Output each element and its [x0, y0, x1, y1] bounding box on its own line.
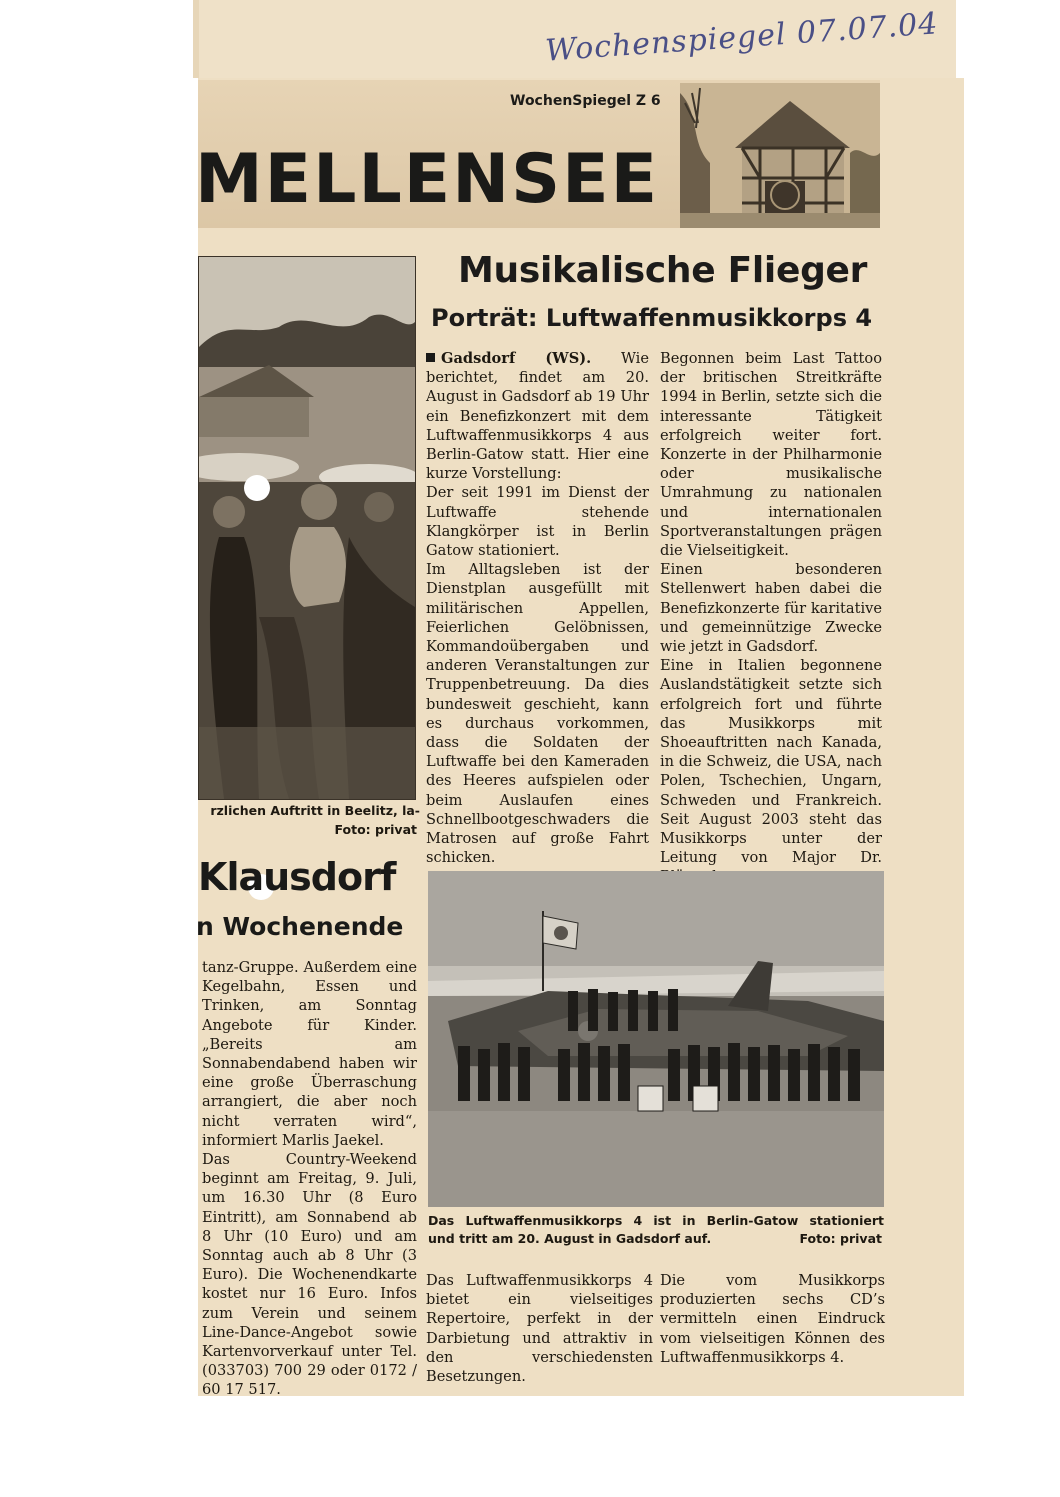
- issue-label: WochenSpiegel Z 6: [510, 93, 661, 109]
- left-photo-caption: rzlichen Auftritt in Beelitz, la-: [210, 803, 420, 818]
- dateline: Gadsdorf (WS).: [441, 350, 592, 367]
- band-photo-caption: Das Luftwaffenmusikkorps 4 ist in Berlin-Gatow stationiert: [428, 1213, 884, 1228]
- military-band-image: [428, 871, 884, 1207]
- article-paragraph: Eine in Italien begonnene Auslandstätigkeit setzte sich erfolgreich fort und führte das Musikkorps mit Shoeauftritten nach Kanada, in die Schweiz, die USA, nach Polen, Tschechien, Ungarn, Schweden und Frankreich. Seit August 2003 steht das Musikkorps unter der Leitung von Major Dr.: [660, 657, 882, 867]
- article-paragraph: Die vom Musikkorps produzierten sechs CD’s vermitteln einen Eindruck vom vielseitigen Können des Luftwaffenmusikkorps 4.: [660, 1272, 885, 1366]
- article-column-2: [660, 349, 882, 887]
- town-heading: MELLENSEE: [195, 140, 660, 219]
- left-article-body: [202, 958, 417, 1400]
- article-title: Musikalische Flieger: [458, 250, 868, 291]
- article-paragraph: Das Luftwaffenmusikkorps 4 bietet ein vielseitiges Repertoire, perfekt in der Darbietung und attraktiv in den verschiedensten Besetzungen.: [426, 1272, 653, 1386]
- paragraph-text: Wie berichtet, findet am 20. August in Gadsdorf ab 19 Uhr ein Benefizkonzert mit dem Luftwaffenmusikkorps 4 aus Berlin-Gatow statt. Hier eine kurze Vorstellung:: [426, 350, 649, 483]
- left-paragraph: Das Country-Weekend beginnt am Freitag, 9. Juli, um 16.30 Uhr (8 Euro Eintritt), am Sonnabend ab 8 Uhr (10 Euro) und am Sonntag auch ab 8 Uhr (3 Euro). Die Wochenendkarte kostet nur 16 Euro. Infos zum Verein und seinem Line-Dance-Angebot sowie Kartenvorverkauf unter Tel. (033703) 700 29 oder 0172 / 60 17 517.: [202, 1151, 417, 1399]
- article-paragraph: Der seit 1991 im Dienst der Luftwaffe stehende Klangkörper ist in Berlin Gatow stationiert.: [426, 484, 649, 560]
- masthead-photo: [680, 83, 880, 228]
- bullet-icon: [426, 353, 435, 362]
- article-column-3: [426, 1271, 653, 1386]
- festival-crowd-image: [199, 257, 415, 799]
- clipping-edge: [193, 0, 199, 78]
- left-article-title: Klausdorf: [198, 855, 396, 899]
- photo-credit: Foto: privat: [799, 1231, 882, 1246]
- article-paragraph: [426, 349, 649, 483]
- half-timbered-house-image: [680, 83, 880, 228]
- article-column-1: [426, 349, 649, 867]
- left-article-subtitle: n Wochenende: [196, 912, 404, 941]
- article-paragraph: Begonnen beim Last Tattoo der britischen Streitkräfte 1994 in Berlin, setzte sich die interessante Tätigkeit erfolgreich weiter fort. Konzerte in der Philharmonie oder musikalische Umrahmung zu nationalen und internationalen Sportveranstaltungen prägen die Vielseitigkeit.: [660, 350, 882, 560]
- punch-hole-upper: [244, 475, 270, 501]
- article-paragraph: Einen besonderen Stellenwert haben dabei die Benefizkonzerte für karitative und gemeinnützige Zwecke wie jetzt in Gadsdorf.: [660, 561, 882, 656]
- article-paragraph: Im Alltagsleben ist der Dienstplan ausgefüllt mit militärischen Appellen, Feierlichen Gelöbnissen, Kommandoübergaben und anderen Veranstaltungen zur Truppenbetreuung. Da dies bundesweit geschieht, kann es durchaus vorkommen, dass die Soldaten der Luftwaffe bei den Kameraden des Heeres aufspielen oder beim Auslaufen eines Schnellbootgeschwaders die Matrosen auf große Fahrt schicken.: [426, 561, 649, 867]
- left-paragraph: tanz-Gruppe. Außerdem eine Kegelbahn, Essen und Trinken, am Sonntag Angebote für Kinder. „Bereits am Sonnabendabend haben wir eine große Überraschung arrangiert, die aber noch nicht verraten wird“, informiert Marlis Jaekel.: [202, 959, 417, 1149]
- band-photo-caption-line2: [428, 1231, 884, 1246]
- article-subtitle: Porträt: Luftwaffenmusikkorps 4: [431, 304, 873, 332]
- caption-text: und tritt am 20. August in Gadsdorf auf.: [428, 1231, 712, 1246]
- handwritten-note: Wochenspiegel 07.07.04: [544, 6, 940, 69]
- article-column-4: [660, 1271, 885, 1367]
- left-photo: [198, 256, 416, 800]
- band-photo: [428, 871, 884, 1207]
- left-photo-credit: Foto: privat: [334, 822, 417, 837]
